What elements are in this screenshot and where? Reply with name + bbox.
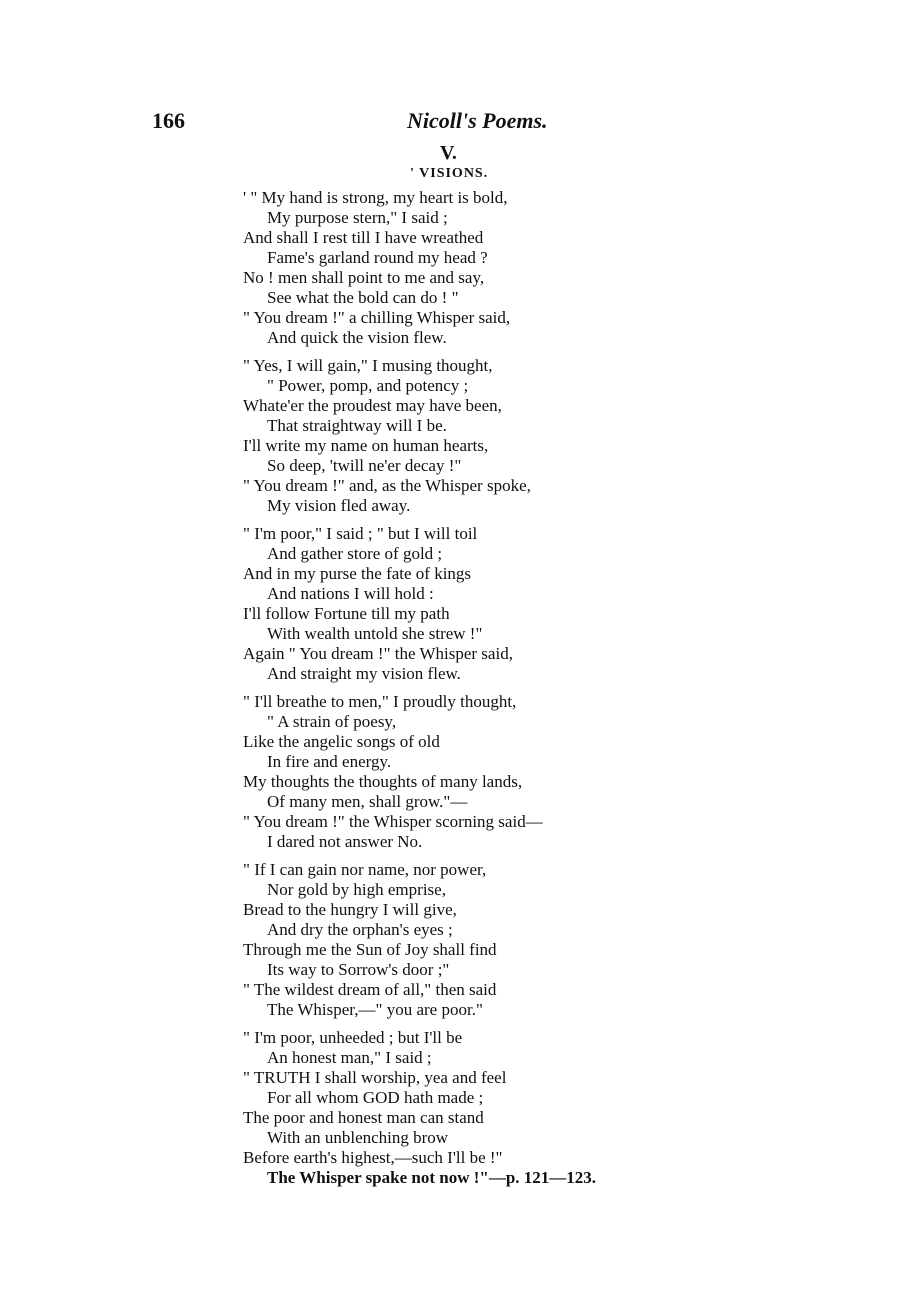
page-number: 166 (152, 108, 185, 133)
poem-line: " Yes, I will gain," I musing thought, (243, 356, 493, 375)
running-title: Nicoll's Poems. (407, 108, 548, 133)
poem-line: Of many men, shall grow."— (267, 792, 468, 811)
poem-line: " If I can gain nor name, nor power, (243, 860, 487, 879)
poem-line: Again " You dream !" the Whisper said, (243, 644, 513, 663)
page-header (152, 108, 752, 134)
poem-line: Whate'er the proudest may have been, (243, 396, 502, 415)
poem-line: " I'm poor," I said ; " but I will toil (243, 524, 478, 543)
poem-line: And gather store of gold ; (267, 544, 443, 563)
poem-body (243, 188, 693, 1196)
poem-line: For all whom GOD hath made ; (267, 1088, 484, 1107)
poem-line: That straightway will I be. (267, 416, 447, 435)
poem-line: " Power, pomp, and potency ; (267, 376, 469, 395)
poem-line: " You dream !" the Whisper scorning said— (243, 812, 543, 831)
closing-line-with-citation: The Whisper spake not now !"—p. 121—123. (267, 1168, 597, 1187)
poem-line: And in my purse the fate of kings (243, 564, 472, 583)
stanza (243, 860, 693, 1020)
poem-line: The poor and honest man can stand (243, 1108, 484, 1127)
stanza (243, 356, 693, 516)
poem-line: Nor gold by high emprise, (267, 880, 446, 899)
poem-line: I'll write my name on human hearts, (243, 436, 489, 455)
poem-line: With an unblenching brow (267, 1128, 449, 1147)
poem-line: My vision fled away. (267, 496, 411, 515)
poem-line: " The wildest dream of all," then said (243, 980, 497, 999)
poem-line: " I'll breathe to men," I proudly thought, (243, 692, 517, 711)
poem-line: I'll follow Fortune till my path (243, 604, 450, 623)
poem-line: In fire and energy. (267, 752, 392, 771)
poem-line: With wealth untold she strew !" (267, 624, 483, 643)
poem-line: " You dream !" a chilling Whisper said, (243, 308, 511, 327)
poem-line: No ! men shall point to me and say, (243, 268, 485, 287)
poem-line: So deep, 'twill ne'er decay !" (267, 456, 462, 475)
poem-line: And quick the vision flew. (267, 328, 447, 347)
poem-line: Its way to Sorrow's door ;" (267, 960, 450, 979)
poem-line: And straight my vision flew. (267, 664, 461, 683)
poem-line: And nations I will hold : (267, 584, 434, 603)
stanza (243, 692, 693, 852)
poem-line: Bread to the hungry I will give, (243, 900, 457, 919)
poem-line: " A strain of poesy, (267, 712, 397, 731)
poem-line: Like the angelic songs of old (243, 732, 440, 751)
poem-line: The Whisper,—" you are poor." (267, 1000, 483, 1019)
poem-line: And shall I rest till I have wreathed (243, 228, 484, 247)
poem-line: Fame's garland round my head ? (267, 248, 488, 267)
poem-line: Before earth's highest,—such I'll be !" (243, 1148, 503, 1167)
poem-line: My purpose stern," I said ; (267, 208, 448, 227)
stanza (243, 188, 693, 348)
poem-line: ' " My hand is strong, my heart is bold, (243, 188, 508, 207)
poem-line: Through me the Sun of Joy shall find (243, 940, 497, 959)
stanza (243, 524, 693, 684)
poem-line: See what the bold can do ! " (267, 288, 459, 307)
poem-line: " TRUTH I shall worship, yea and feel (243, 1068, 507, 1087)
poem-line: " I'm poor, unheeded ; but I'll be (243, 1028, 463, 1047)
poem-line: " You dream !" and, as the Whisper spoke, (243, 476, 531, 495)
poem-line: My thoughts the thoughts of many lands, (243, 772, 523, 791)
section-title: ' VISIONS. (410, 166, 489, 181)
stanza (243, 1028, 693, 1188)
poem-line: And dry the orphan's eyes ; (267, 920, 453, 939)
poem-line: I dared not answer No. (267, 832, 423, 851)
poem-line: An honest man," I said ; (267, 1048, 432, 1067)
section-number: V. (440, 142, 457, 164)
